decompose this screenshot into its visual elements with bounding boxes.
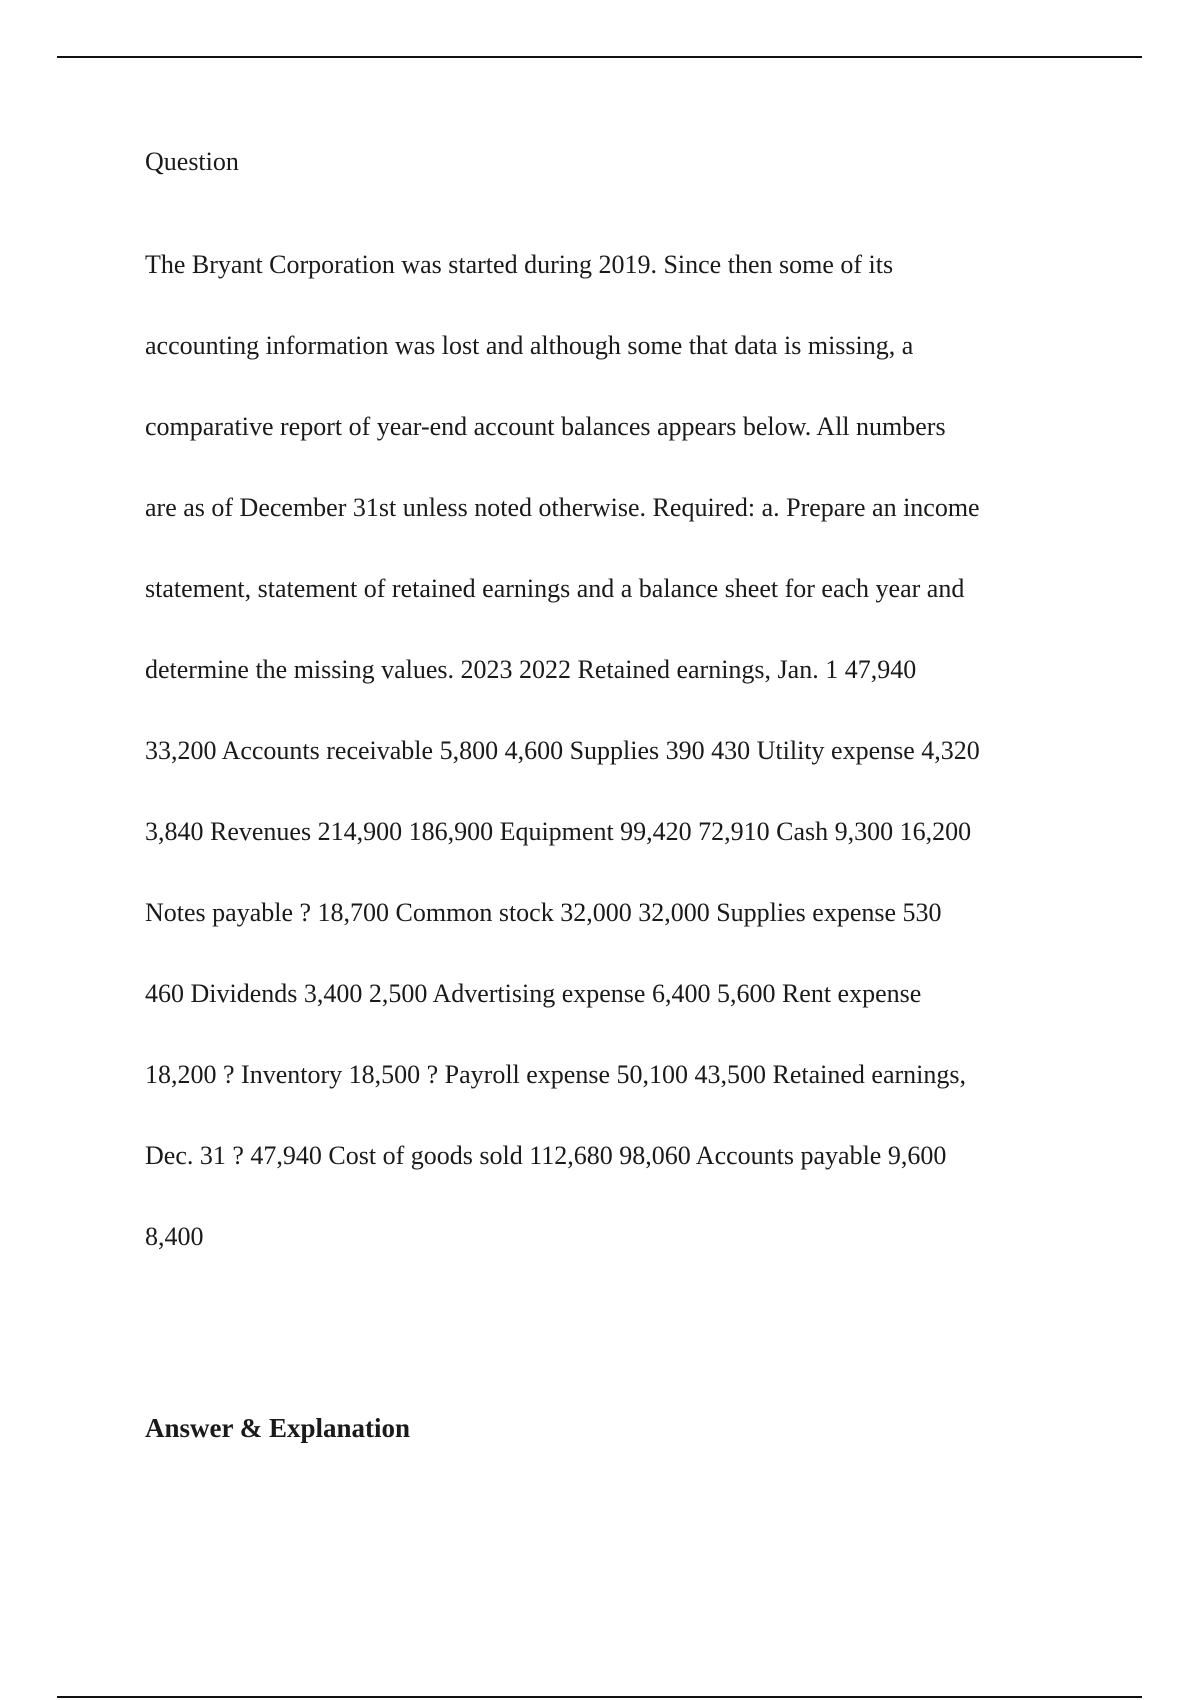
question-line: 18,200 ? Inventory 18,500 ? Payroll expense 50,100 43,500 Retained earnings, [145,1060,966,1089]
question-line: statement, statement of retained earnings and a balance sheet for each year and [145,574,965,603]
question-line: 460 Dividends 3,400 2,500 Advertising expense 6,400 5,600 Rent expense [145,979,922,1008]
top-divider [57,56,1142,58]
question-line: Dec. 31 ? 47,940 Cost of goods sold 112,680 98,060 Accounts payable 9,600 [145,1141,947,1170]
answer-heading: Answer & Explanation [145,1413,411,1443]
question-line: determine the missing values. 2023 2022 Retained earnings, Jan. 1 47,940 [145,655,917,684]
question-line: 33,200 Accounts receivable 5,800 4,600 Supplies 390 430 Utility expense 4,320 [145,736,980,765]
question-line: 3,840 Revenues 214,900 186,900 Equipment 99,420 72,910 Cash 9,300 16,200 [145,817,972,846]
question-line: The Bryant Corporation was started during 2019. Since then some of its [145,250,894,279]
question-line: are as of December 31st unless noted otherwise. Required: a. Prepare an income [145,493,980,522]
question-heading: Question [145,147,239,176]
question-line: comparative report of year-end account balances appears below. All numbers [145,412,946,441]
question-section [145,142,1075,1277]
bottom-divider [57,1696,1142,1698]
question-body [145,224,1075,1277]
question-line: accounting information was lost and although some that data is missing, a [145,331,914,360]
question-line: 8,400 [145,1222,204,1251]
question-line: Notes payable ? 18,700 Common stock 32,000 32,000 Supplies expense 530 [145,898,942,927]
